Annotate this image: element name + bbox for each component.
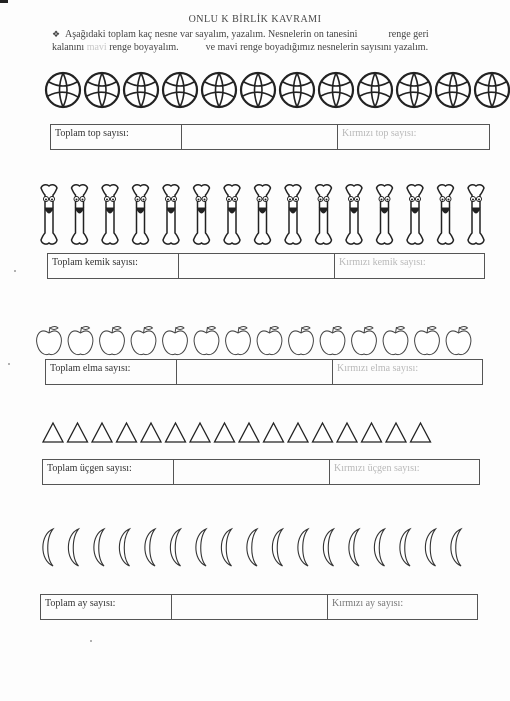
apples-row xyxy=(34,324,475,358)
crescent-moon-icon xyxy=(272,529,282,566)
moons-illustrations xyxy=(36,526,470,570)
volleyball-icon xyxy=(46,73,80,107)
total-bones-field[interactable] xyxy=(179,254,335,278)
scan-speck xyxy=(8,363,10,365)
apples-illustrations xyxy=(34,324,475,358)
scan-speck xyxy=(90,640,92,642)
total-triangles-label: Toplam üçgen sayısı: xyxy=(43,460,174,484)
scan-mark xyxy=(0,0,8,3)
bone-icon xyxy=(224,185,240,244)
crescent-moon-icon xyxy=(400,529,410,566)
volleyball-icon xyxy=(202,73,236,107)
bone-icon xyxy=(133,185,149,244)
volleyball-icon xyxy=(241,73,275,107)
total-balls-label: Toplam top sayısı: xyxy=(51,125,182,149)
crescent-moon-icon xyxy=(145,529,155,566)
apple-icon xyxy=(289,327,314,355)
triangle-icon xyxy=(43,423,63,442)
triangle-icon xyxy=(141,423,161,442)
volleyball-icon xyxy=(85,73,119,107)
moons-answer-box xyxy=(40,594,478,620)
apple-icon xyxy=(226,327,251,355)
instruction-line2-a: kalanını xyxy=(52,42,85,53)
instructions xyxy=(52,28,502,54)
bone-icon xyxy=(72,185,88,244)
crescent-moon-icon xyxy=(68,529,78,566)
triangle-icon xyxy=(264,423,284,442)
total-apples-label: Toplam elma sayısı: xyxy=(46,360,177,384)
bone-icon xyxy=(346,185,362,244)
balls-row xyxy=(44,70,510,110)
triangle-icon xyxy=(68,423,88,442)
volleyball-icon xyxy=(319,73,353,107)
bone-icon xyxy=(102,185,118,244)
crescent-moon-icon xyxy=(43,529,53,566)
triangle-icon xyxy=(288,423,308,442)
red-moons-label: Kırmızı ay sayısı: xyxy=(332,598,404,609)
triangle-icon xyxy=(215,423,235,442)
triangle-icon xyxy=(337,423,357,442)
crescent-moon-icon xyxy=(349,529,359,566)
crescent-moon-icon xyxy=(451,529,461,566)
red-balls-label: Kırmızı top sayısı: xyxy=(342,128,417,139)
red-apples-label: Kırmızı elma sayısı: xyxy=(337,363,419,374)
triangle-icon xyxy=(362,423,382,442)
bone-icon xyxy=(468,185,484,244)
bones-row xyxy=(34,182,492,248)
volleyball-icon xyxy=(163,73,197,107)
total-bones-label: Toplam kemik sayısı: xyxy=(48,254,179,278)
total-moons-field[interactable] xyxy=(172,595,328,619)
volleyball-icon xyxy=(280,73,314,107)
scan-speck xyxy=(14,270,16,272)
total-triangles-field[interactable] xyxy=(174,460,330,484)
triangles-row xyxy=(42,421,434,445)
crescent-moon-icon xyxy=(170,529,180,566)
bone-icon xyxy=(377,185,393,244)
volleyball-icon xyxy=(124,73,158,107)
triangles-illustrations xyxy=(42,421,434,445)
bone-icon xyxy=(255,185,271,244)
triangle-icon xyxy=(386,423,406,442)
instruction-line1-tail: renge geri xyxy=(388,29,429,40)
triangle-icon xyxy=(190,423,210,442)
apple-icon xyxy=(37,327,62,355)
apple-icon xyxy=(68,327,93,355)
triangle-icon xyxy=(411,423,431,442)
apple-icon xyxy=(383,327,408,355)
balls-answer-box xyxy=(50,124,490,150)
bone-icon xyxy=(438,185,454,244)
triangle-icon xyxy=(313,423,333,442)
apple-icon xyxy=(446,327,471,355)
bone-icon xyxy=(285,185,301,244)
total-balls-field[interactable] xyxy=(182,125,338,149)
triangle-icon xyxy=(117,423,137,442)
balls-illustrations xyxy=(44,70,510,110)
bone-icon xyxy=(41,185,57,244)
triangles-answer-box xyxy=(42,459,480,485)
instruction-line2-faded: mavi xyxy=(86,42,107,53)
apple-icon xyxy=(194,327,219,355)
volleyball-icon xyxy=(358,73,392,107)
apple-icon xyxy=(415,327,440,355)
red-bones-label: Kırmızı kemik sayısı: xyxy=(339,257,426,268)
crescent-moon-icon xyxy=(94,529,104,566)
apple-icon xyxy=(163,327,188,355)
volleyball-icon xyxy=(397,73,431,107)
bones-illustrations xyxy=(34,182,492,248)
triangle-icon xyxy=(92,423,112,442)
instruction-line1: Aşağıdaki toplam kaç nesne var sayalım, yazalım. Nesnelerin on tanesini xyxy=(65,29,358,40)
bone-icon xyxy=(163,185,179,244)
moons-row xyxy=(36,526,470,570)
instruction-line2-c: ve mavi renge boyadığımız nesnelerin sayısını yazalım. xyxy=(205,42,429,53)
total-moons-label: Toplam ay sayısı: xyxy=(41,595,172,619)
apple-icon xyxy=(100,327,125,355)
bone-icon xyxy=(407,185,423,244)
crescent-moon-icon xyxy=(221,529,231,566)
crescent-moon-icon xyxy=(298,529,308,566)
bone-icon xyxy=(194,185,210,244)
triangle-icon xyxy=(166,423,186,442)
bones-answer-box xyxy=(47,253,485,279)
instruction-line2-b: renge boyayalım. xyxy=(109,42,179,53)
apple-icon xyxy=(131,327,156,355)
volleyball-icon xyxy=(475,73,509,107)
bullet-icon: ❖ xyxy=(52,29,61,39)
crescent-moon-icon xyxy=(119,529,129,566)
apple-icon xyxy=(352,327,377,355)
apple-icon xyxy=(320,327,345,355)
page-title: ONLU K BİRLİK KAVRAMI xyxy=(188,14,322,25)
crescent-moon-icon xyxy=(323,529,333,566)
apple-icon xyxy=(257,327,282,355)
apples-answer-box xyxy=(45,359,483,385)
crescent-moon-icon xyxy=(374,529,384,566)
total-apples-field[interactable] xyxy=(177,360,333,384)
bone-icon xyxy=(316,185,332,244)
crescent-moon-icon xyxy=(196,529,206,566)
red-triangles-label: Kırmızı üçgen sayısı: xyxy=(334,463,420,474)
crescent-moon-icon xyxy=(247,529,257,566)
crescent-moon-icon xyxy=(425,529,435,566)
volleyball-icon xyxy=(436,73,470,107)
triangle-icon xyxy=(239,423,259,442)
